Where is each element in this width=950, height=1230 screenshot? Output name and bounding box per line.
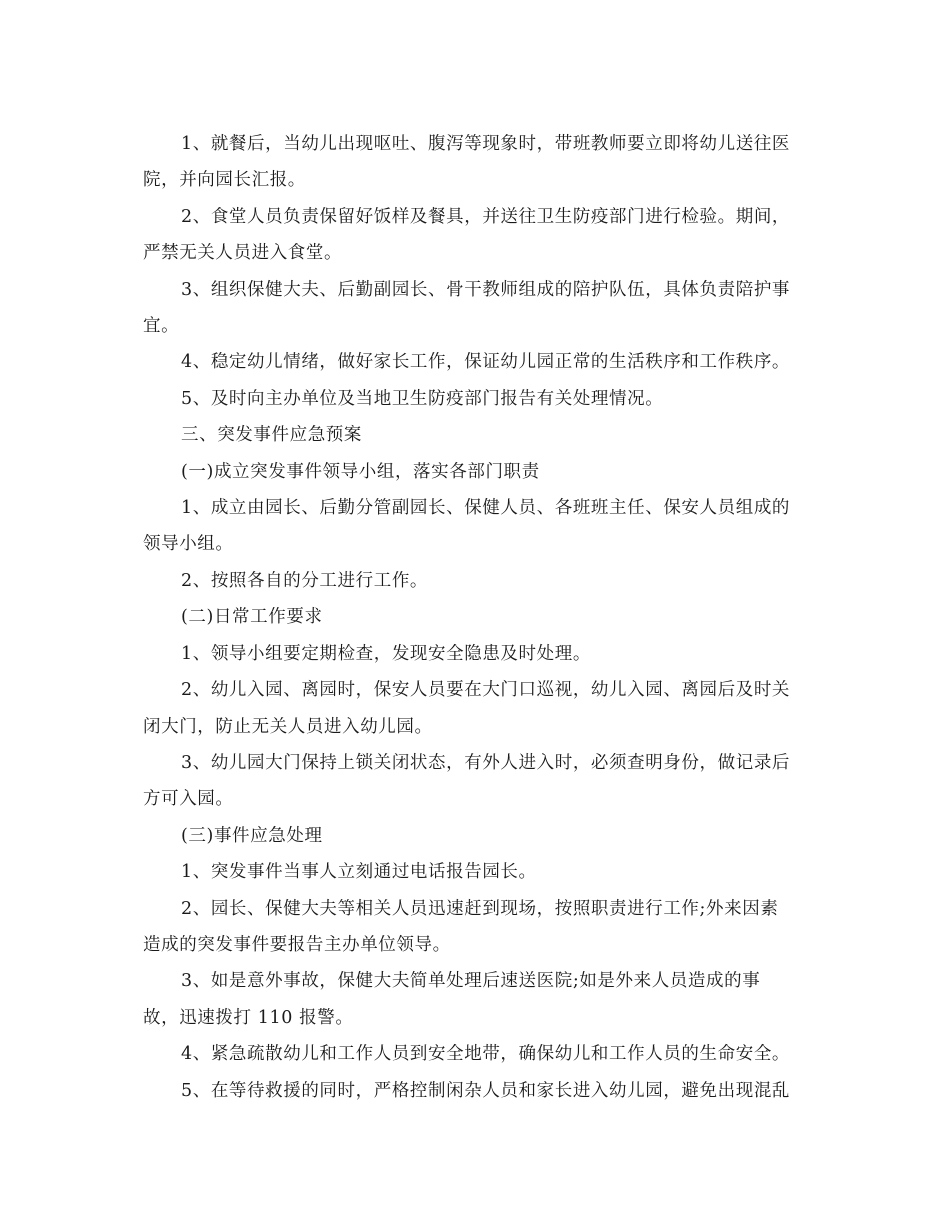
text-line: 3、组织保健大夫、后勤副园长、骨干教师组成的陪护队伍，具体负责陪护事 (181, 279, 791, 300)
text-line: 2、幼儿入园、离园时，保安人员要在大门口巡视，幼儿入园、离园后及时关 (181, 680, 791, 701)
text-line: 三、突发事件应急预案 (181, 425, 362, 446)
paragraph-9 (143, 563, 805, 599)
paragraph-3 (143, 272, 805, 345)
text-line: 严禁无关人员进入食堂。 (143, 243, 343, 264)
paragraph-1 (143, 126, 805, 199)
text-line: 3、如是意外事故，保健大夫简单处理后速送医院;如是外来人员造成的事 (181, 971, 761, 992)
text-line: 1、领导小组要定期检查，发现安全隐患及时处理。 (181, 643, 591, 664)
text-line: 2、按照各自的分工进行工作。 (181, 570, 429, 591)
text-line: 1、突发事件当事人立刻通过电话报告园长。 (181, 862, 537, 883)
text-line: 宜。 (143, 316, 180, 337)
text-line: (三)事件应急处理 (181, 825, 323, 846)
paragraph-11 (143, 636, 805, 672)
paragraph-16 (143, 891, 805, 964)
text-line: 造成的突发事件要报告主办单位领导。 (143, 934, 451, 955)
section-heading (143, 417, 805, 453)
document-body (143, 126, 805, 1109)
text-line: 4、紧急疏散幼儿和工作人员到安全地带，确保幼儿和工作人员的生命安全。 (181, 1044, 791, 1065)
text-line: 3、幼儿园大门保持上锁关闭状态，有外人进入时，必须查明身份，做记录后 (181, 752, 791, 773)
text-line: 1、就餐后，当幼儿出现呕吐、腹泻等现象时，带班教师要立即将幼儿送往医 (181, 134, 791, 154)
paragraph-18 (143, 1036, 805, 1072)
text-line: 1、成立由园长、后勤分管副园长、保健人员、各班班主任、保安人员组成的 (181, 498, 791, 519)
text-line: (一)成立突发事件领导小组，落实各部门职责 (181, 461, 540, 482)
text-line: 2、食堂人员负责保留好饭样及餐具，并送往卫生防疫部门进行检验。期间， (181, 206, 791, 227)
paragraph-13 (143, 745, 805, 818)
text-line: 故，迅速拨打 110 报警。 (143, 1007, 354, 1028)
paragraph-12 (143, 672, 805, 745)
text-line: 5、及时向主办单位及当地卫生防疫部门报告有关处理情况。 (181, 388, 664, 409)
text-line: 4、稳定幼儿情绪，做好家长工作，保证幼儿园正常的生活秩序和工作秩序。 (181, 352, 791, 373)
paragraph-15 (143, 854, 805, 890)
text-line: 5、在等待救援的同时，严格控制闲杂人员和家长进入幼儿园，避免出现混乱 (181, 1080, 791, 1101)
paragraph-8 (143, 490, 805, 563)
text-line: (二)日常工作要求 (181, 607, 323, 628)
paragraph-17 (143, 963, 805, 1036)
subsection-heading-2 (143, 599, 805, 635)
paragraph-19 (143, 1073, 805, 1109)
text-line: 领导小组。 (143, 534, 234, 555)
text-line: 方可入园。 (143, 789, 234, 810)
subsection-heading-1 (143, 454, 805, 490)
text-line: 院，并向园长汇报。 (143, 170, 306, 191)
subsection-heading-3 (143, 818, 805, 854)
paragraph-2 (143, 199, 805, 272)
paragraph-4 (143, 344, 805, 380)
text-line: 2、园长、保健大夫等相关人员迅速赶到现场，按照职责进行工作;外来因素 (181, 898, 779, 919)
text-line: 闭大门，防止无关人员进入幼儿园。 (143, 716, 433, 737)
paragraph-5 (143, 381, 805, 417)
